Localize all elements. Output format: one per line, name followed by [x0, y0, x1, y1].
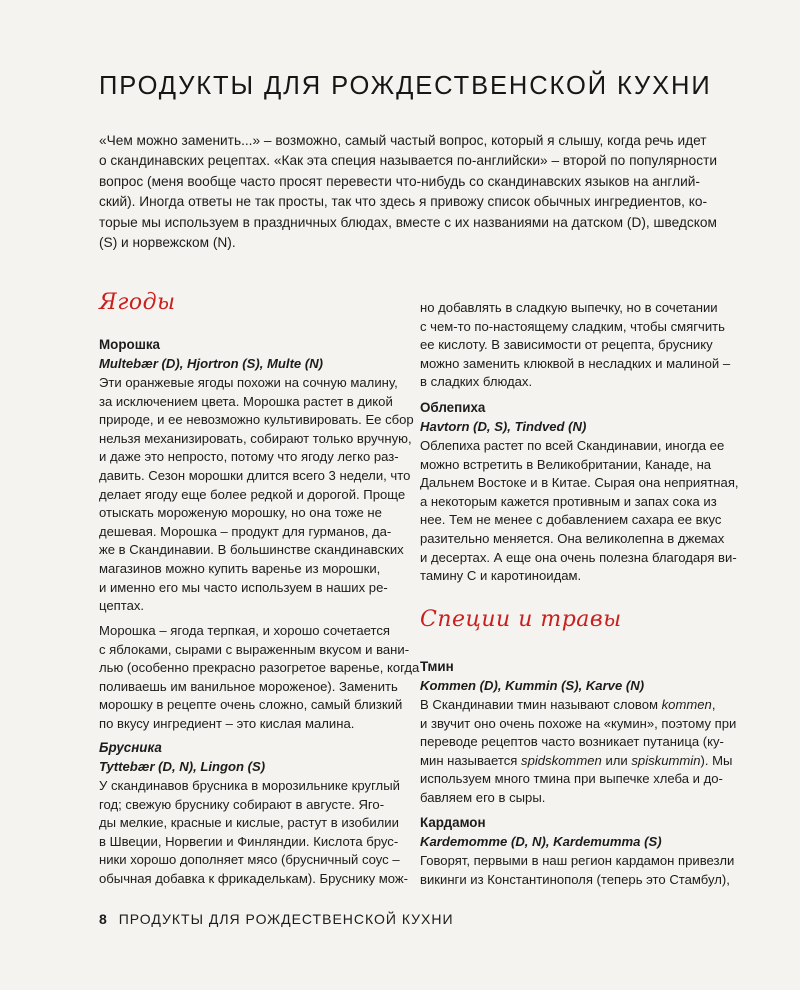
text-line: У скандинавов брусника в морозильнике круглый	[99, 778, 400, 793]
text-line: дешевая. Морошка – продукт для гурманов, да-	[99, 523, 392, 539]
intro-paragraph	[99, 131, 721, 253]
text-line: в сладких блюдах.	[420, 374, 533, 390]
text-run: или	[601, 752, 632, 768]
lingonberry-paragraph-continued	[420, 299, 731, 392]
text-line: бавляем его в сыры.	[420, 789, 546, 805]
cardamom-paragraph-1	[420, 852, 735, 889]
text-line: переводе рецептов часто возникает путаница (ку-	[420, 734, 724, 750]
italic-term: spidskommen	[521, 752, 602, 768]
text-line: по вкусу ингредиент – это кислая малина.	[99, 715, 355, 731]
item-heading-seabuckthorn: Облепиха	[420, 400, 486, 415]
intro-line: (S) и норвежском (N).	[99, 235, 236, 251]
text-line: поливаешь им ванильное мороженое). Заменить	[99, 678, 398, 694]
text-line: тамину С и каротиноидам.	[420, 568, 582, 584]
page-footer	[99, 911, 454, 927]
item-names-cloudberry: Multebær (D), Hjortron (S), Multe (N)	[99, 356, 324, 371]
text-line: лью (особенно прекрасно разогретое варенье, когда	[99, 660, 420, 676]
item-names-lingonberry: Tyttebær (D, N), Lingon (S)	[99, 759, 266, 774]
text-line: разительно меняется. Она великолепна в джемах	[420, 530, 725, 546]
text-line: за исключением цвета. Морошка растет в дикой	[99, 393, 393, 409]
text-line: Облепиха растет по всей Скандинавии, иногда ее	[420, 438, 725, 453]
text-line: Дальнем Востоке и в Китае. Сырая она неприятная,	[420, 475, 739, 491]
text-line: давить. Сезон морошки длится всего 3 недели, что	[99, 467, 411, 483]
text-line: делает ягоду еще более редкой и дорогой. Проще	[99, 486, 406, 502]
text-line: с чем-то по-настоящему сладким, чтобы смягчить	[420, 318, 725, 334]
text-run: В Скандинавии тмин называют словом	[420, 697, 662, 712]
text-line: и именно его мы часто используем в наших ре-	[99, 579, 388, 595]
text-line: ды мелкие, красные и кислые, растут в изобилии	[99, 815, 399, 831]
text-line: используем много тмина при выпечке хлеба и до-	[420, 771, 723, 787]
intro-line: «Чем можно заменить...» – возможно, самый частый вопрос, который я слышу, когда речь идет	[99, 133, 707, 148]
text-line: Эти оранжевые ягоды похожи на сочную малину,	[99, 375, 398, 390]
text-line: магазинов можно купить варенье из морошки,	[99, 560, 381, 576]
text-line: нее. Тем не менее с добавлением сахара ее вкус	[420, 512, 722, 528]
cloudberry-paragraph-1	[99, 374, 414, 616]
text-line	[420, 696, 720, 715]
text-line	[420, 752, 733, 771]
seabuckthorn-paragraph-1	[420, 437, 739, 586]
text-run: ,	[711, 697, 716, 712]
item-heading-cloudberry: Морошка	[99, 337, 161, 352]
page-number: 8	[99, 911, 108, 927]
text-line: морошку в рецепте очень сложно, самый близкий	[99, 697, 403, 713]
item-names-cardamom: Kardemomme (D, N), Kardemumma (S)	[420, 834, 662, 849]
text-line: викинги из Константинополя (теперь это Стамбул),	[420, 871, 730, 887]
text-line: отыскать мороженую морошку, но она тоже не	[99, 505, 382, 521]
text-line: нельзя механизировать, собирают только вручную,	[99, 430, 412, 446]
text-line: и даже это непросто, потому что ягоду легко раз-	[99, 449, 399, 465]
text-line: цептах.	[99, 598, 145, 614]
text-line: же в Скандинавии. В большинстве скандинавских	[99, 542, 404, 558]
italic-term: kommen	[661, 697, 712, 712]
running-title: ПРОДУКТЫ ДЛЯ РОЖДЕСТВЕНСКОЙ КУХНИ	[118, 911, 454, 927]
page-title: ПРОДУКТЫ ДЛЯ РОЖДЕСТВЕНСКОЙ КУХНИ	[99, 72, 712, 100]
caraway-paragraph-1	[420, 696, 737, 808]
item-names-seabuckthorn: Havtorn (D, S), Tindved (N)	[420, 419, 587, 434]
text-line: обычная добавка к фрикаделькам). Бруснику мож-	[99, 870, 409, 886]
item-heading-lingonberry: Брусника	[99, 740, 162, 755]
item-heading-cardamom: Кардамон	[420, 815, 486, 830]
text-line: ее кислоту. В зависимости от рецепта, бруснику	[420, 337, 713, 353]
text-line: и звучит оно очень похоже на «кумин», поэтому при	[420, 715, 737, 731]
section-heading-spices: Специи и травы	[420, 607, 622, 632]
text-line: и десертах. А еще она очень полезна благодаря ви-	[420, 549, 737, 565]
text-line: в Швеции, Норвегии и Финляндии. Кислота брус-	[99, 833, 399, 849]
text-run: мин называется	[420, 752, 522, 768]
item-heading-caraway: Тмин	[420, 659, 454, 674]
text-run: ). Мы	[700, 752, 733, 768]
section-heading-berries: Ягоды	[99, 290, 176, 315]
intro-line: вопрос (меня вообще часто просят перевести что-нибудь со скандинавских языков на англий-	[99, 173, 700, 189]
text-line: но добавлять в сладкую выпечку, но в сочетании	[420, 300, 718, 315]
intro-line: ский). Иногда ответы не так просты, так что здесь я привожу список обычных ингредиентов, ко-	[99, 194, 708, 210]
intro-line: о скандинавских рецептах. «Как эта специя называется по-английски» – второй по популярности	[99, 153, 717, 169]
italic-term: spiskummin	[631, 752, 701, 768]
text-line: природе, и ее невозможно культивировать. Ее сбор	[99, 412, 414, 428]
text-line: год; свежую бруснику собирают в августе. Яго-	[99, 796, 385, 812]
text-line: Морошка – ягода терпкая, и хорошо сочетается	[99, 623, 391, 638]
cloudberry-paragraph-2	[99, 622, 420, 734]
text-line: с яблоками, сырами с выраженным вкусом и вани-	[99, 641, 410, 657]
intro-line: торые мы используем в праздничных блюдах, вместе с их названиями на датском (D), шведском	[99, 214, 717, 230]
text-line: можно встретить в Великобритании, Канаде, на	[420, 456, 712, 472]
text-line: ники хорошо дополняет мясо (брусничный соус –	[99, 852, 400, 868]
text-line: можно заменить клюквой в несладких и малиной –	[420, 355, 731, 371]
item-names-caraway: Kommen (D), Kummin (S), Karve (N)	[420, 678, 645, 693]
text-line: Говорят, первыми в наш регион кардамон привезли	[420, 853, 735, 868]
lingonberry-paragraph-1	[99, 777, 409, 889]
text-line: а некоторым кажется противным и запах сока из	[420, 493, 717, 509]
